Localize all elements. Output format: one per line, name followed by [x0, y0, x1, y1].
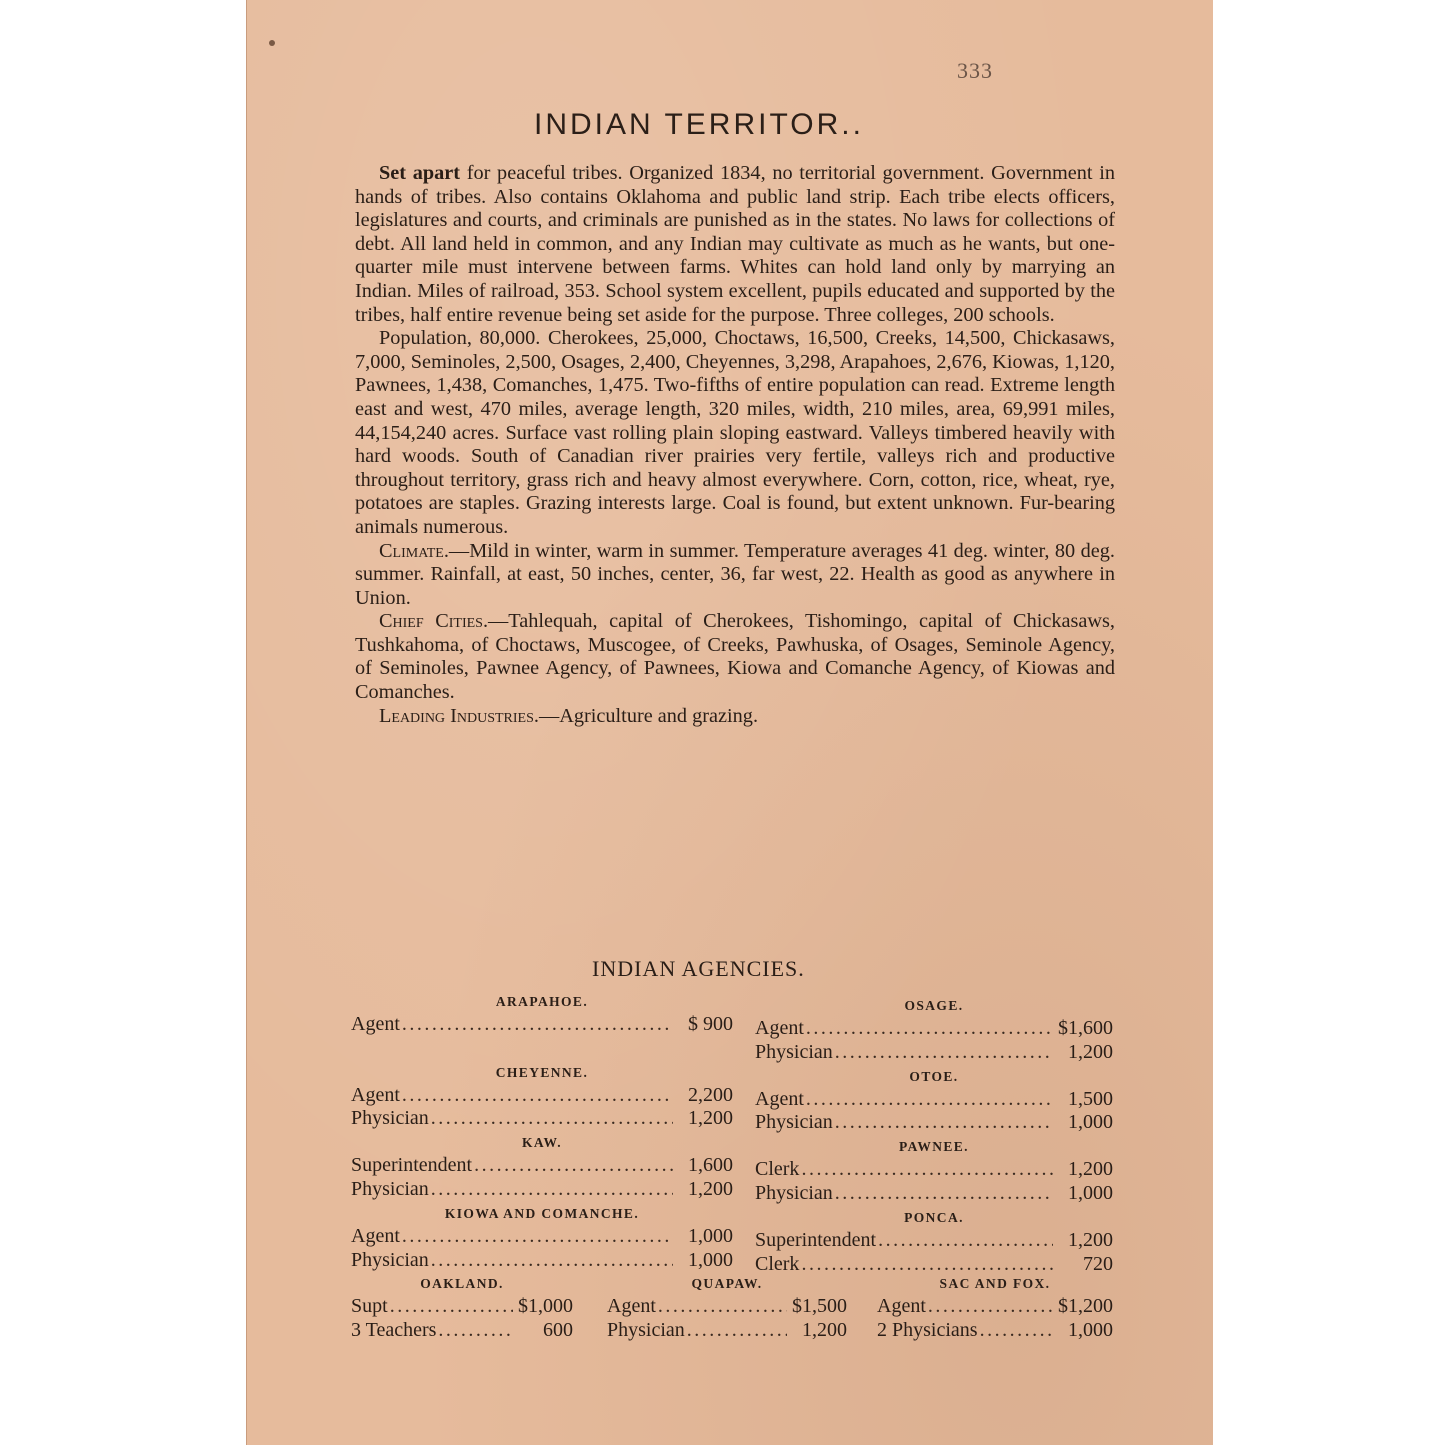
agency-row [755, 1088, 1113, 1112]
agency-name: QUAPAW. [691, 1276, 763, 1291]
leader-dots [806, 1088, 1053, 1112]
agency-name: PONCA. [904, 1209, 964, 1225]
leader-dots [801, 1158, 1053, 1182]
leader-dots [431, 1249, 673, 1273]
lead-phrase: Set apart [379, 162, 461, 184]
row-label: Physician [607, 1318, 685, 1341]
row-label: Superintendent [351, 1154, 473, 1177]
row-value: 1,000 [1068, 1111, 1113, 1134]
population-text: Population, 80,000. Cherokees, 25,000, Choctaws, 16,500, Creeks, 14,500, Chickasaws, 7,000, Seminoles, 2,500, Osages, 2,400, Cheyennes, 3,298, Arapahoes, 2,676, Kiowas, 1,120, Pawnees, 1,438, Comanches, 1,475. Two-fifths of entire population can read. Extreme length east and west, 470 miles, average length, 320 miles, width, 210 miles, area, 69,991 miles, 44,154,240 acres. Surface vast rolling plain sloping eastward. Valleys timbered heavily with hard woods. South of Canadian river prairies very fertile, valleys rich and productive throughout territory, grass rich and heavy almost everywhere. Corn, cotton, rice, wheat, rye, potatoes are staples. Grazing interests large. Coal is found, but extent unknown. Fur-bearing animals numerous. [355, 327, 1115, 538]
agency-row [351, 1249, 733, 1273]
row-value: 1,500 [1068, 1087, 1113, 1110]
leader-dots [835, 1041, 1053, 1065]
row-label: 3 Teachers [351, 1318, 437, 1341]
agency-row [351, 1225, 733, 1249]
paragraph-population [355, 327, 1115, 539]
page-number: 333 [957, 58, 993, 83]
leader-dots [835, 1111, 1053, 1135]
overview-text: for peaceful tribes. Organized 1834, no territorial government. Government in hands of tribes. Also contains Oklahoma and public land strip. Each tribe elects officers, legislatures and courts, and criminals are punished as in the states. No laws for collections of debt. All land held in common, and any Indian may cultivate as much as he wants, but one-quarter mile must intervene between farms. Whites can hold land only by marrying an Indian. Miles of railroad, 353. School system excellent, pupils educated and supported by the tribes, half entire revenue being set aside for the purpose. Three colleges, 200 schools. [355, 162, 1116, 326]
row-value: 2,200 [688, 1083, 733, 1106]
page-title: INDIAN TERRITOR.. [534, 108, 864, 141]
row-label: Physician [755, 1181, 833, 1204]
climate-text: .—Mild in winter, warm in summer. Temperature averages 41 deg. winter, 80 deg. summer. Rainfall, at east, 50 inches, center, 36, far west, 22. Health as good as anywhere in Union. [355, 539, 1115, 609]
agency-name: OSAGE. [904, 998, 964, 1013]
row-label: Agent [755, 1087, 804, 1110]
agency-name: PAWNEE. [899, 1139, 969, 1155]
row-value: 1,600 [688, 1154, 733, 1177]
row-label: Supt [351, 1295, 388, 1317]
row-value: 1,200 [688, 1107, 733, 1130]
agency-row [877, 1295, 1113, 1319]
agency-row [607, 1319, 847, 1343]
row-value: 1,000 [688, 1224, 733, 1247]
body-text [355, 162, 1115, 728]
agency-row [755, 1182, 1113, 1206]
row-label: Superintendent [755, 1228, 877, 1251]
agency-block-oakland [351, 1272, 573, 1343]
leader-dots [980, 1319, 1053, 1343]
agency-row [351, 1084, 733, 1108]
row-label: Agent [607, 1295, 656, 1317]
row-value: 1,200 [688, 1177, 733, 1200]
agency-name: SAC AND FOX. [939, 1276, 1051, 1291]
leader-dots [438, 1319, 513, 1343]
agency-name: KAW. [522, 1135, 562, 1151]
row-label: Agent [351, 1083, 400, 1106]
paragraph-climate [355, 540, 1115, 611]
row-label: Agent [351, 1224, 400, 1247]
agency-block-quapaw [607, 1272, 847, 1343]
row-value: $ 900 [688, 1013, 733, 1035]
paragraph-industries [355, 705, 1115, 729]
agency-name: CHEYENNE. [495, 1064, 589, 1080]
row-value: $1,200 [1058, 1295, 1113, 1317]
agency-row [755, 1229, 1113, 1253]
agency-row [607, 1295, 847, 1319]
agency-row [755, 1111, 1113, 1135]
agency-column-right [755, 994, 1113, 1276]
row-value: 720 [1083, 1252, 1113, 1275]
row-label: Physician [351, 1107, 429, 1130]
leader-dots [402, 1225, 673, 1249]
agency-row [351, 1154, 733, 1178]
leader-dots [806, 1017, 1053, 1041]
paragraph-overview [355, 162, 1115, 327]
agency-block-sac-and-fox [877, 1272, 1113, 1343]
row-value: 1,000 [1068, 1318, 1113, 1341]
agency-row [755, 1041, 1113, 1065]
row-label: Physician [351, 1248, 429, 1271]
agencies-heading: INDIAN AGENCIES. [592, 956, 805, 981]
row-value: 600 [543, 1318, 573, 1341]
page-card [246, 0, 1213, 1445]
chief-cities-text: .—Tahlequah, capital of Cherokees, Tishomingo, capital of Chickasaws, Tushkahoma, of Choctaws, Muscogee, of Creeks, Pawhuska, of Osages, Seminole Agency, of Seminoles, Pawnee Agency, of Pawnees, Kiowa and Comanche Agency, of Kiowas and Comanches. [355, 610, 1116, 704]
leader-dots [402, 1013, 673, 1037]
agency-row [351, 1013, 733, 1037]
leader-dots [402, 1084, 673, 1108]
industries-label: Leading Industries [379, 704, 534, 727]
agency-column-left [351, 990, 733, 1272]
leader-dots [878, 1229, 1053, 1253]
row-label: Agent [877, 1295, 926, 1317]
row-value: 1,000 [1068, 1181, 1113, 1204]
spacer [351, 1037, 733, 1061]
leader-dots [928, 1295, 1053, 1319]
chief-cities-label: Chief Cities [379, 610, 483, 633]
agency-name: OAKLAND. [420, 1276, 504, 1291]
agency-row [351, 1295, 573, 1319]
row-label: 2 Physicians [877, 1318, 978, 1341]
row-label: Clerk [755, 1158, 800, 1181]
agency-row [351, 1107, 733, 1131]
row-label: Clerk [755, 1252, 800, 1275]
leader-dots [431, 1107, 673, 1131]
row-value: 1,200 [1068, 1040, 1113, 1063]
leader-dots [390, 1295, 513, 1319]
leader-dots [474, 1154, 673, 1178]
row-label: Physician [755, 1111, 833, 1134]
row-value: 1,000 [688, 1248, 733, 1271]
climate-label: Climate [379, 539, 444, 562]
industries-text: .—Agriculture and grazing. [533, 704, 759, 727]
leader-dots [687, 1319, 787, 1343]
leader-dots [431, 1178, 673, 1202]
agency-name: ARAPAHOE. [495, 994, 589, 1009]
ink-spot [269, 40, 275, 46]
row-label: Agent [351, 1013, 400, 1035]
agency-row [351, 1178, 733, 1202]
leader-dots [835, 1182, 1053, 1206]
agency-name: KIOWA AND COMANCHE. [444, 1205, 640, 1221]
paragraph-chief-cities [355, 610, 1115, 704]
row-value: 1,200 [802, 1318, 847, 1341]
agency-row [877, 1319, 1113, 1343]
row-value: $1,000 [518, 1295, 573, 1317]
agency-row [755, 1017, 1113, 1041]
agency-name: OTOE. [909, 1068, 959, 1084]
row-value: 1,200 [1068, 1158, 1113, 1181]
row-label: Agent [755, 1017, 804, 1039]
leader-dots [658, 1295, 787, 1319]
row-value: $1,500 [792, 1295, 847, 1317]
row-value: $1,600 [1058, 1017, 1113, 1039]
agency-row [755, 1158, 1113, 1182]
row-value: 1,200 [1068, 1228, 1113, 1251]
row-label: Physician [351, 1177, 429, 1200]
agency-row [351, 1319, 573, 1343]
row-label: Physician [755, 1040, 833, 1063]
